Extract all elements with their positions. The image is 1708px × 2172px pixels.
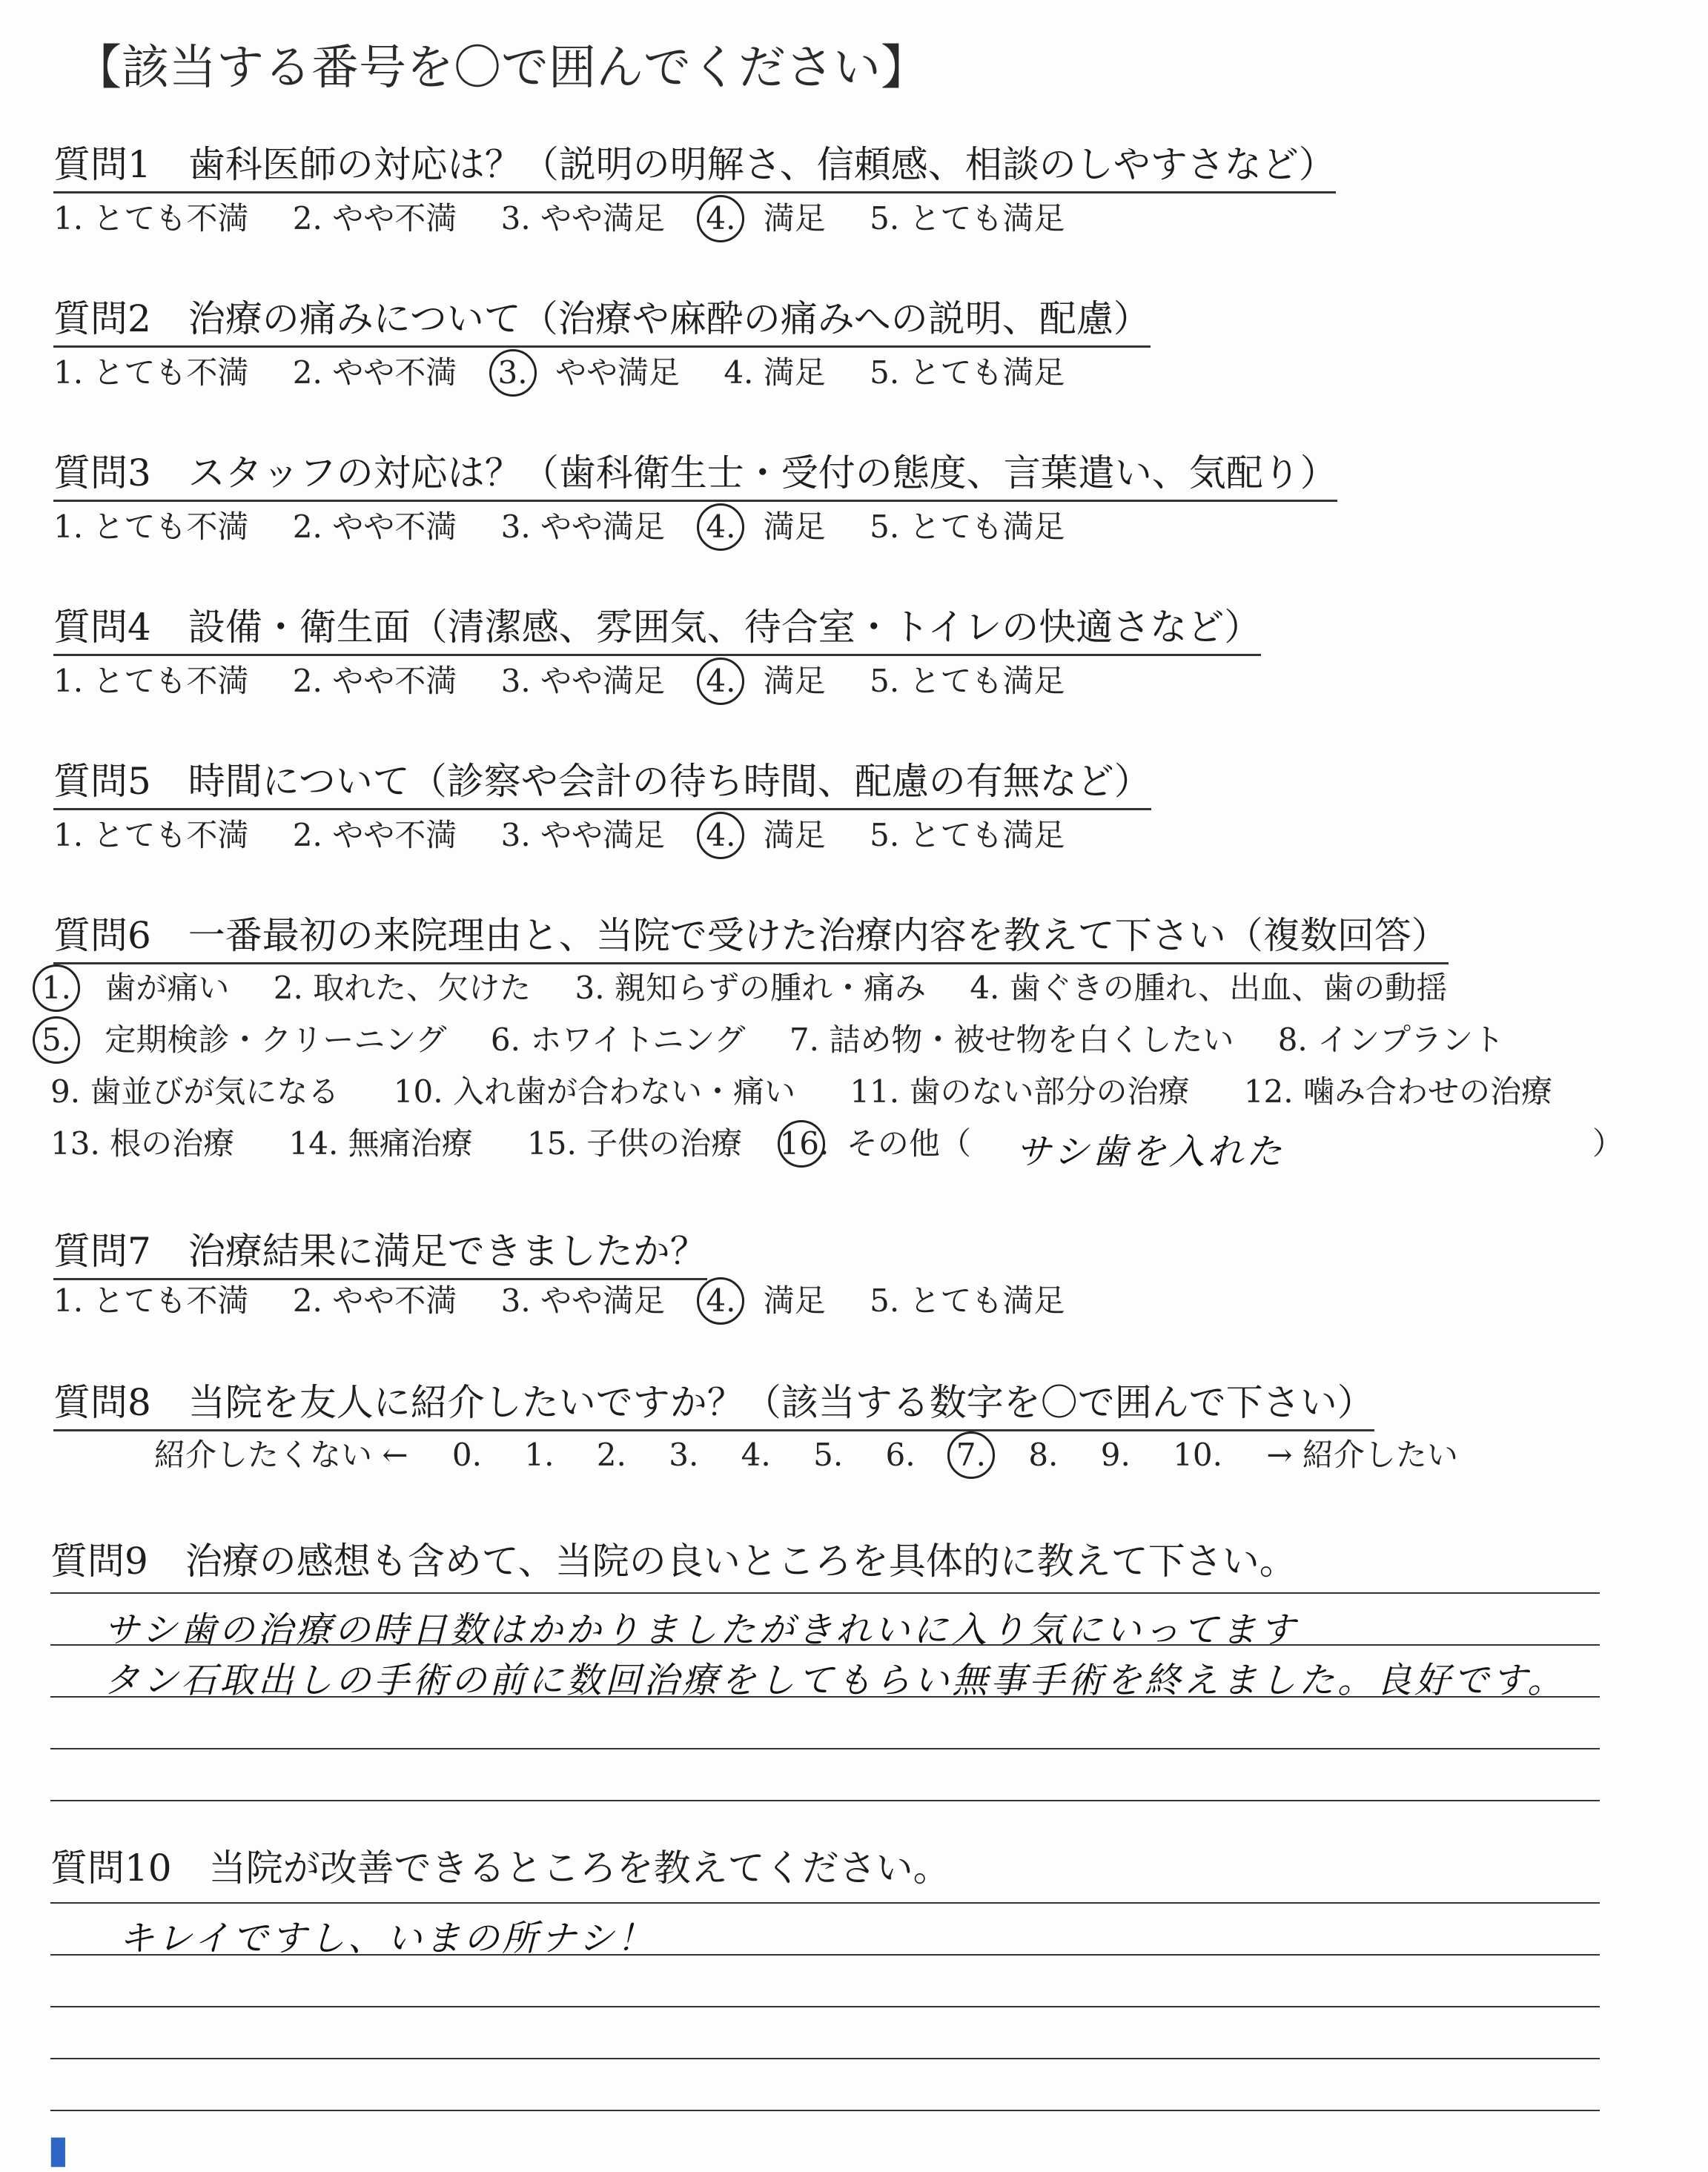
q6-option-3[interactable]: 3. 親知らずの腫れ・痛み bbox=[575, 970, 926, 1006]
q5-option-2[interactable]: 2. やや不満 bbox=[292, 817, 457, 853]
q10-answer-line-3 bbox=[50, 2006, 1600, 2007]
q5-option-5[interactable]: 5. とても満足 bbox=[870, 817, 1065, 853]
q10-answer-line-5 bbox=[50, 2110, 1600, 2111]
q8-scale-10[interactable]: 10. bbox=[1173, 1437, 1222, 1473]
q8-scale-1[interactable]: 1. bbox=[524, 1437, 555, 1473]
question-9-heading: 質問9 治療の感想も含めて、当院の良いところを具体的に教えて下さい。 bbox=[50, 1540, 1297, 1583]
q6-option-8[interactable]: 8. インプラント bbox=[1277, 1022, 1505, 1058]
q6-option-1-circled[interactable]: 1. bbox=[33, 964, 80, 1012]
question-2-heading: 質問2 治療の痛みについて（治療や麻酔の痛みへの説明、配慮） bbox=[53, 289, 1151, 348]
q10-answer-line-2 bbox=[50, 1954, 1600, 1956]
q6-option-2[interactable]: 2. 取れた、欠けた bbox=[273, 970, 532, 1006]
q5-option-1[interactable]: 1. とても不満 bbox=[53, 817, 249, 853]
q6-option-14[interactable]: 14. 無痛治療 bbox=[288, 1125, 473, 1162]
question-5-options bbox=[53, 811, 1065, 859]
q9-answer-line-1 bbox=[50, 1592, 1600, 1594]
q3-option-4-label: 満足 bbox=[763, 509, 826, 545]
q6-other-close-paren: ） bbox=[1592, 1125, 1624, 1162]
q1-option-5[interactable]: 5. とても満足 bbox=[870, 200, 1065, 236]
question-8-heading: 質問8 当院を友人に紹介したいですか？（該当する数字を〇で囲んで下さい） bbox=[53, 1373, 1374, 1431]
q10-answer-line-4 bbox=[50, 2058, 1600, 2059]
q8-left-label: 紹介したくない ← bbox=[154, 1437, 408, 1473]
q6-option-9[interactable]: 9. 歯並びが気になる bbox=[50, 1073, 340, 1110]
q10-answer-line-1 bbox=[50, 1902, 1600, 1904]
q4-option-4-circled[interactable]: 4. bbox=[697, 658, 744, 705]
q1-option-4-circled[interactable]: 4. bbox=[697, 195, 744, 242]
q6-option-15[interactable]: 15. 子供の治療 bbox=[527, 1125, 743, 1162]
q6-row-2 bbox=[37, 1016, 1504, 1064]
q9-answer-line-4 bbox=[50, 1748, 1600, 1749]
q10-handwritten-answer[interactable]: キレイですし、いまの所ナシ！ bbox=[119, 1918, 656, 1959]
q6-option-12[interactable]: 12. 噛み合わせの治療 bbox=[1243, 1073, 1552, 1110]
q3-option-5[interactable]: 5. とても満足 bbox=[870, 509, 1065, 545]
q6-row-4 bbox=[50, 1119, 971, 1168]
question-7-options bbox=[53, 1277, 1065, 1325]
q1-option-2[interactable]: 2. やや不満 bbox=[292, 200, 457, 236]
question-1-heading: 質問1 歯科医師の対応は？（説明の明解さ、信頼感、相談のしやすさなど） bbox=[53, 135, 1336, 193]
q2-option-5[interactable]: 5. とても満足 bbox=[870, 354, 1065, 391]
q1-option-1[interactable]: 1. とても不満 bbox=[53, 200, 249, 236]
q2-option-1[interactable]: 1. とても不満 bbox=[53, 354, 249, 391]
q9-answer-line-3 bbox=[50, 1696, 1600, 1698]
q9-answer-line-5 bbox=[50, 1800, 1600, 1801]
q1-option-3[interactable]: 3. やや満足 bbox=[500, 200, 666, 236]
question-3-heading: 質問3 スタッフの対応は？（歯科衛生士・受付の態度、言葉遣い、気配り） bbox=[53, 443, 1337, 502]
q2-option-2[interactable]: 2. やや不満 bbox=[292, 354, 457, 391]
question-2-options bbox=[53, 348, 1065, 397]
q8-scale-row bbox=[154, 1431, 1458, 1479]
q6-option-16-label: その他（ bbox=[846, 1125, 971, 1162]
q8-scale-6[interactable]: 6. bbox=[885, 1437, 916, 1473]
q6-row-3 bbox=[50, 1067, 1552, 1112]
q9-handwritten-answer-1[interactable]: サシ歯の治療の時日数はかかりましたがきれいに入り気にいってます bbox=[104, 1609, 1299, 1651]
q4-option-1[interactable]: 1. とても不満 bbox=[53, 663, 249, 699]
q3-option-1[interactable]: 1. とても不満 bbox=[53, 509, 249, 545]
q6-option-1-label: 歯が痛い bbox=[105, 970, 230, 1006]
q5-option-3[interactable]: 3. やや満足 bbox=[500, 817, 666, 853]
q6-option-5-circled[interactable]: 5. bbox=[33, 1016, 80, 1064]
q8-scale-4[interactable]: 4. bbox=[741, 1437, 771, 1473]
q4-option-5[interactable]: 5. とても満足 bbox=[870, 663, 1065, 699]
footer-cutoff-mark: ▮ bbox=[47, 2128, 69, 2172]
question-4-options bbox=[53, 657, 1065, 705]
q2-option-3-label: やや満足 bbox=[555, 354, 680, 391]
q8-right-label: → 紹介したい bbox=[1266, 1437, 1458, 1473]
q7-option-4-label: 満足 bbox=[763, 1282, 826, 1319]
q3-option-3[interactable]: 3. やや満足 bbox=[500, 509, 666, 545]
question-1-options bbox=[53, 194, 1065, 242]
q6-row-1 bbox=[37, 964, 1447, 1012]
q7-option-2[interactable]: 2. やや不満 bbox=[292, 1282, 457, 1319]
question-5-heading: 質問5 時間について（診察や会計の待ち時間、配慮の有無など） bbox=[53, 752, 1151, 810]
q6-other-handwritten-answer[interactable]: サシ歯を入れた bbox=[1016, 1131, 1285, 1173]
q3-option-2[interactable]: 2. やや不満 bbox=[292, 509, 457, 545]
q5-option-4-label: 満足 bbox=[763, 817, 826, 853]
q8-scale-3[interactable]: 3. bbox=[669, 1437, 699, 1473]
q4-option-3[interactable]: 3. やや満足 bbox=[500, 663, 666, 699]
q6-option-6[interactable]: 6. ホワイトニング bbox=[490, 1022, 746, 1058]
q9-answer-line-2 bbox=[50, 1644, 1600, 1646]
question-7-heading: 質問7 治療結果に満足できましたか？ bbox=[53, 1222, 707, 1280]
q8-scale-0[interactable]: 0. bbox=[451, 1437, 482, 1473]
q4-option-4-label: 満足 bbox=[763, 663, 826, 699]
q8-scale-5[interactable]: 5. bbox=[813, 1437, 844, 1473]
q7-option-3[interactable]: 3. やや満足 bbox=[500, 1282, 666, 1319]
q1-option-4-label: 満足 bbox=[763, 200, 826, 236]
q4-option-2[interactable]: 2. やや不満 bbox=[292, 663, 457, 699]
q2-option-4[interactable]: 4. 満足 bbox=[724, 354, 826, 391]
q6-option-10[interactable]: 10. 入れ歯が合わない・痛い bbox=[393, 1073, 795, 1110]
q6-option-7[interactable]: 7. 詰め物・被せ物を白くしたい bbox=[789, 1022, 1234, 1058]
q8-scale-7-circled[interactable]: 7. bbox=[947, 1431, 995, 1479]
q7-option-4-circled[interactable]: 4. bbox=[697, 1277, 744, 1325]
q6-option-16-circled[interactable]: 16. bbox=[778, 1120, 825, 1168]
q5-option-4-circled[interactable]: 4. bbox=[697, 812, 744, 859]
question-6-heading: 質問6 一番最初の来院理由と、当院で受けた治療内容を教えて下さい（複数回答） bbox=[53, 906, 1449, 964]
q6-option-13[interactable]: 13. 根の治療 bbox=[50, 1125, 235, 1162]
question-10-heading: 質問10 当院が改善できるところを教えてください。 bbox=[50, 1847, 950, 1890]
q8-scale-9[interactable]: 9. bbox=[1100, 1437, 1131, 1473]
page-title: 【該当する番号を〇で囲んでください】 bbox=[74, 41, 928, 96]
q3-option-4-circled[interactable]: 4. bbox=[697, 503, 744, 551]
q8-scale-2[interactable]: 2. bbox=[596, 1437, 626, 1473]
question-3-options bbox=[53, 503, 1065, 551]
q6-option-11[interactable]: 11. 歯のない部分の治療 bbox=[850, 1073, 1190, 1110]
q9-handwritten-answer-2[interactable]: タン石取出しの手術の前に数回治療をしてもらい無事手術を終えました。良好です。 bbox=[104, 1660, 1566, 1701]
q7-option-5[interactable]: 5. とても満足 bbox=[870, 1282, 1065, 1319]
q6-option-5-label: 定期検診・クリーニング bbox=[105, 1022, 447, 1058]
q6-option-4[interactable]: 4. 歯ぐきの腫れ、出血、歯の動揺 bbox=[970, 970, 1448, 1006]
q2-option-3-circled[interactable]: 3. bbox=[489, 349, 537, 397]
q7-option-1[interactable]: 1. とても不満 bbox=[53, 1282, 249, 1319]
question-4-heading: 質問4 設備・衛生面（清潔感、雰囲気、待合室・トイレの快適さなど） bbox=[53, 597, 1261, 656]
q8-scale-8[interactable]: 8. bbox=[1028, 1437, 1059, 1473]
